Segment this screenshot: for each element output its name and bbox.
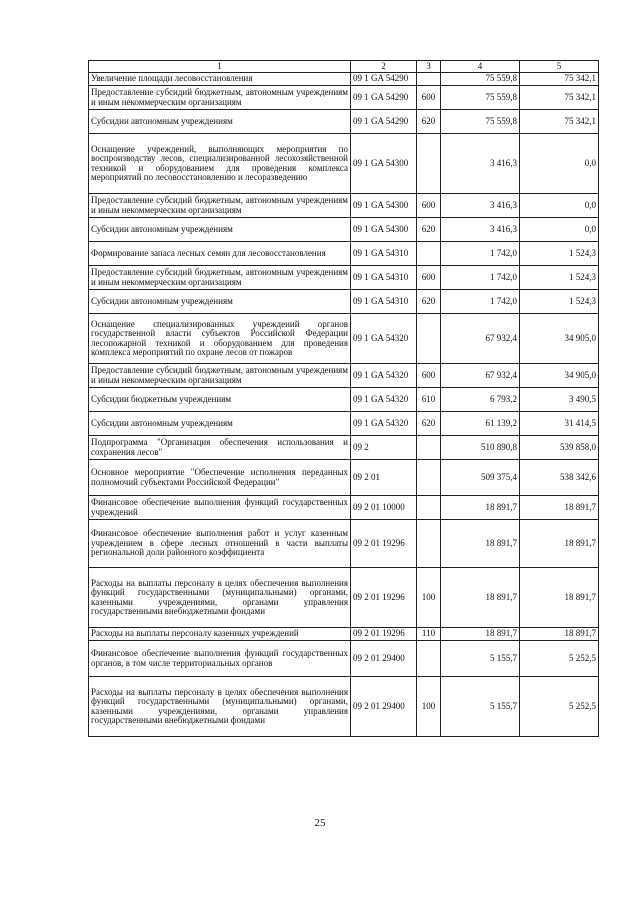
row-value-2022-cell: 538 342,6 xyxy=(520,460,599,496)
row-value-2022-cell: 75 342,1 xyxy=(520,73,599,86)
row-value-2021-cell: 18 891,7 xyxy=(441,568,520,628)
row-value-2021-cell: 75 559,8 xyxy=(441,86,520,110)
row-value-2021-cell: 18 891,7 xyxy=(441,628,520,641)
row-value-2022-cell: 18 891,7 xyxy=(520,496,599,520)
row-code-cell: 09 2 01 29400 xyxy=(351,641,417,677)
row-value-2022-cell: 18 891,7 xyxy=(520,520,599,568)
row-name-cell: Расходы на выплаты персоналу в целях обеспечения выполнения функций государственными (муниципальными) органами, казенными учреждениями, органами управления государственными внебюджетными фондами xyxy=(89,568,351,628)
row-code-cell: 09 1 GA 54320 xyxy=(351,314,417,364)
row-expense-type-cell: 610 xyxy=(417,388,441,412)
row-value-2021-cell: 5 155,7 xyxy=(441,641,520,677)
header-cell: 4 xyxy=(441,61,520,73)
row-code-cell: 09 2 01 29400 xyxy=(351,677,417,737)
row-code-cell: 09 2 01 10000 xyxy=(351,496,417,520)
row-name-cell: Предоставление субсидий бюджетным, автономным учреждениям и иным некоммерческим организациям xyxy=(89,194,351,218)
row-code-cell: 09 2 01 19296 xyxy=(351,568,417,628)
row-value-2021-cell: 510 890,8 xyxy=(441,436,520,460)
row-name-cell: Расходы на выплаты персоналу казенных учреждений xyxy=(89,628,351,641)
row-name-cell: Предоставление субсидий бюджетным, автономным учреждениям и иным некоммерческим организациям xyxy=(89,86,351,110)
row-expense-type-cell: 600 xyxy=(417,86,441,110)
row-name-cell: Подпрограмма "Организация обеспечения использования и сохранения лесов" xyxy=(89,436,351,460)
row-expense-type-cell xyxy=(417,460,441,496)
table-row xyxy=(89,314,599,364)
row-expense-type-cell: 600 xyxy=(417,266,441,290)
row-value-2021-cell: 75 559,8 xyxy=(441,73,520,86)
row-value-2021-cell: 5 155,7 xyxy=(441,677,520,737)
row-name-cell: Финансовое обеспечение выполнения функций государственных органов, в том числе территориальных органов xyxy=(89,641,351,677)
row-value-2021-cell: 1 742,0 xyxy=(441,266,520,290)
row-code-cell: 09 1 GA 54290 xyxy=(351,73,417,86)
row-expense-type-cell xyxy=(417,641,441,677)
row-value-2021-cell: 61 139,2 xyxy=(441,412,520,436)
budget-table xyxy=(88,60,599,737)
row-code-cell: 09 2 01 xyxy=(351,460,417,496)
row-value-2021-cell: 67 932,4 xyxy=(441,364,520,388)
row-name-cell: Предоставление субсидий бюджетным, автономным учреждениям и иным некоммерческим организациям xyxy=(89,364,351,388)
row-code-cell: 09 1 GA 54310 xyxy=(351,290,417,314)
table-row xyxy=(89,460,599,496)
row-name-cell: Увеличение площади лесовосстановления xyxy=(89,73,351,86)
row-code-cell: 09 1 GA 54300 xyxy=(351,194,417,218)
table-row xyxy=(89,520,599,568)
header-cell: 3 xyxy=(417,61,441,73)
row-name-cell: Основное мероприятие "Обеспечение исполнения переданных полномочий субъектами Российской Федерации" xyxy=(89,460,351,496)
table-row xyxy=(89,628,599,641)
row-value-2021-cell: 3 416,3 xyxy=(441,194,520,218)
row-expense-type-cell xyxy=(417,436,441,460)
row-value-2022-cell: 3 490,5 xyxy=(520,388,599,412)
row-value-2022-cell: 18 891,7 xyxy=(520,628,599,641)
row-value-2022-cell: 1 524,3 xyxy=(520,266,599,290)
row-expense-type-cell: 620 xyxy=(417,110,441,134)
row-value-2021-cell: 75 559,8 xyxy=(441,110,520,134)
row-expense-type-cell: 600 xyxy=(417,364,441,388)
page-number: 25 xyxy=(314,817,326,829)
row-value-2022-cell: 75 342,1 xyxy=(520,86,599,110)
row-name-cell: Оснащение специализированных учреждений органов государственной власти субъектов Российской Федерации лесопожарной техникой и оборудованием для проведения комплекса мероприятий по охране лесов от пожаров xyxy=(89,314,351,364)
row-value-2021-cell: 1 742,0 xyxy=(441,290,520,314)
header-cell: 2 xyxy=(351,61,417,73)
table-row xyxy=(89,266,599,290)
table-row xyxy=(89,496,599,520)
row-value-2022-cell: 75 342,1 xyxy=(520,110,599,134)
row-value-2022-cell: 1 524,3 xyxy=(520,242,599,266)
row-value-2022-cell: 31 414,5 xyxy=(520,412,599,436)
row-code-cell: 09 1 GA 54290 xyxy=(351,110,417,134)
row-code-cell: 09 1 GA 54310 xyxy=(351,242,417,266)
row-expense-type-cell: 620 xyxy=(417,412,441,436)
row-value-2022-cell: 539 858,0 xyxy=(520,436,599,460)
row-value-2022-cell: 1 524,3 xyxy=(520,290,599,314)
row-code-cell: 09 1 GA 54300 xyxy=(351,134,417,194)
row-expense-type-cell xyxy=(417,73,441,86)
row-code-cell: 09 2 01 19296 xyxy=(351,628,417,641)
row-name-cell: Субсидии автономным учреждениям xyxy=(89,218,351,242)
row-name-cell: Расходы на выплаты персоналу в целях обеспечения выполнения функций государственными (муниципальными) органами, казенными учреждениями, органами управления государственными внебюджетными фондами xyxy=(89,677,351,737)
table-header-row xyxy=(89,61,599,73)
row-name-cell: Предоставление субсидий бюджетным, автономным учреждениям и иным некоммерческим организациям xyxy=(89,266,351,290)
table-row xyxy=(89,364,599,388)
row-name-cell: Формирование запаса лесных семян для лесовосстановления xyxy=(89,242,351,266)
row-code-cell: 09 1 GA 54300 xyxy=(351,218,417,242)
row-value-2022-cell: 0,0 xyxy=(520,194,599,218)
table-row xyxy=(89,677,599,737)
row-value-2021-cell: 18 891,7 xyxy=(441,520,520,568)
row-name-cell: Финансовое обеспечение выполнения функций государственных учреждений xyxy=(89,496,351,520)
row-value-2022-cell: 5 252,5 xyxy=(520,677,599,737)
row-code-cell: 09 1 GA 54310 xyxy=(351,266,417,290)
table-row xyxy=(89,86,599,110)
row-name-cell: Субсидии автономным учреждениям xyxy=(89,290,351,314)
table-row xyxy=(89,388,599,412)
row-expense-type-cell: 110 xyxy=(417,628,441,641)
header-cell: 5 xyxy=(520,61,599,73)
header-cell: 1 xyxy=(89,61,351,73)
row-code-cell: 09 2 01 19296 xyxy=(351,520,417,568)
row-value-2021-cell: 3 416,3 xyxy=(441,134,520,194)
row-expense-type-cell xyxy=(417,314,441,364)
row-value-2022-cell: 0,0 xyxy=(520,134,599,194)
table-row xyxy=(89,194,599,218)
row-expense-type-cell: 100 xyxy=(417,568,441,628)
row-value-2022-cell: 0,0 xyxy=(520,218,599,242)
row-value-2021-cell: 18 891,7 xyxy=(441,496,520,520)
row-name-cell: Субсидии автономным учреждениям xyxy=(89,110,351,134)
row-name-cell: Субсидии бюджетным учреждениям xyxy=(89,388,351,412)
row-name-cell: Оснащение учреждений, выполняющих мероприятия по воспроизводству лесов, специализированной лесохозяйственной техникой и оборудованием для проведения комплекса мероприятий по лесовосстановлению и лесоразведению xyxy=(89,134,351,194)
table-row xyxy=(89,436,599,460)
table-row xyxy=(89,242,599,266)
table-row xyxy=(89,568,599,628)
table-row xyxy=(89,134,599,194)
row-code-cell: 09 1 GA 54320 xyxy=(351,388,417,412)
row-value-2022-cell: 34 905,0 xyxy=(520,314,599,364)
row-value-2021-cell: 6 793,2 xyxy=(441,388,520,412)
row-value-2021-cell: 509 375,4 xyxy=(441,460,520,496)
row-expense-type-cell: 100 xyxy=(417,677,441,737)
row-code-cell: 09 1 GA 54290 xyxy=(351,86,417,110)
table-row xyxy=(89,412,599,436)
row-expense-type-cell: 620 xyxy=(417,290,441,314)
row-value-2022-cell: 34 905,0 xyxy=(520,364,599,388)
table-row xyxy=(89,73,599,86)
table-row xyxy=(89,641,599,677)
row-value-2021-cell: 3 416,3 xyxy=(441,218,520,242)
row-value-2021-cell: 1 742,0 xyxy=(441,242,520,266)
row-code-cell: 09 1 GA 54320 xyxy=(351,364,417,388)
table-row xyxy=(89,290,599,314)
row-value-2021-cell: 67 932,4 xyxy=(441,314,520,364)
row-value-2022-cell: 5 252,5 xyxy=(520,641,599,677)
row-code-cell: 09 2 xyxy=(351,436,417,460)
row-expense-type-cell xyxy=(417,520,441,568)
row-expense-type-cell xyxy=(417,496,441,520)
row-name-cell: Финансовое обеспечение выполнения работ и услуг казенным учреждением в сфере лесных отношений в части выплаты региональной доли районного коэффициента xyxy=(89,520,351,568)
row-code-cell: 09 1 GA 54320 xyxy=(351,412,417,436)
row-expense-type-cell: 600 xyxy=(417,194,441,218)
table-row xyxy=(89,218,599,242)
table-body xyxy=(89,73,599,737)
row-value-2022-cell: 18 891,7 xyxy=(520,568,599,628)
row-expense-type-cell xyxy=(417,134,441,194)
table-row xyxy=(89,110,599,134)
row-expense-type-cell xyxy=(417,242,441,266)
row-expense-type-cell: 620 xyxy=(417,218,441,242)
row-name-cell: Субсидии автономным учреждениям xyxy=(89,412,351,436)
